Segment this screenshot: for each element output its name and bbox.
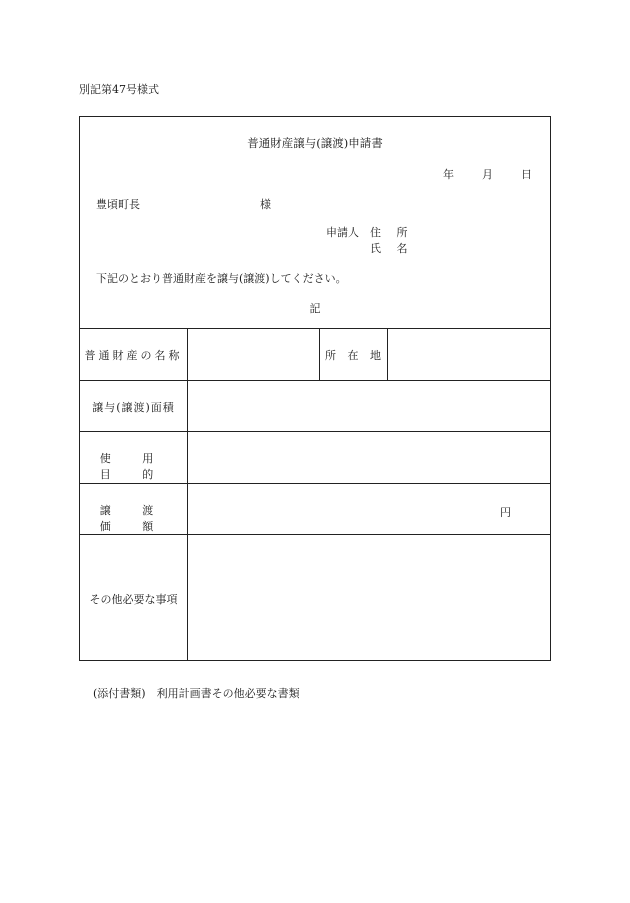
- property-name-field[interactable]: [188, 329, 319, 380]
- location-label: 所 在 地: [325, 349, 385, 362]
- price-field[interactable]: [188, 484, 550, 534]
- other-matters-field[interactable]: [188, 535, 550, 660]
- application-form: [79, 116, 551, 661]
- location-label-left-divider: [319, 328, 320, 380]
- form-title: 普通財産譲与(譲渡)申請書: [247, 136, 383, 150]
- property-name-label: 普通財産の名称: [84, 349, 183, 362]
- addressee-suffix: 様: [260, 198, 271, 211]
- form-number: 別記第47号様式: [79, 83, 159, 96]
- applicant-name-label: 氏 名: [370, 242, 414, 255]
- area-label: 譲与(譲渡)面積: [92, 401, 175, 414]
- request-statement: 下記のとおり普通財産を譲与(譲渡)してください。: [96, 272, 347, 285]
- applicant-label: 申請人: [326, 226, 359, 239]
- applicant-address-label: 住 所: [370, 226, 414, 239]
- purpose-label: 使 用 目 的: [99, 452, 168, 481]
- date-month-label: 月: [482, 168, 493, 181]
- addressee: 豊頃町長: [96, 198, 140, 211]
- date-day-label: 日: [521, 168, 532, 181]
- date-year-label: 年: [443, 168, 454, 181]
- purpose-field[interactable]: [188, 432, 550, 483]
- price-label: 譲 渡 価 額: [99, 504, 168, 533]
- area-field[interactable]: [188, 381, 550, 431]
- location-field[interactable]: [388, 329, 550, 380]
- date-line: [443, 166, 532, 182]
- yen-unit: 円: [500, 506, 511, 519]
- ki-heading: 記: [309, 302, 321, 315]
- other-matters-label: その他必要な事項: [89, 593, 178, 606]
- attachment-note: (添付書類) 利用計画書その他必要な書類: [93, 687, 300, 700]
